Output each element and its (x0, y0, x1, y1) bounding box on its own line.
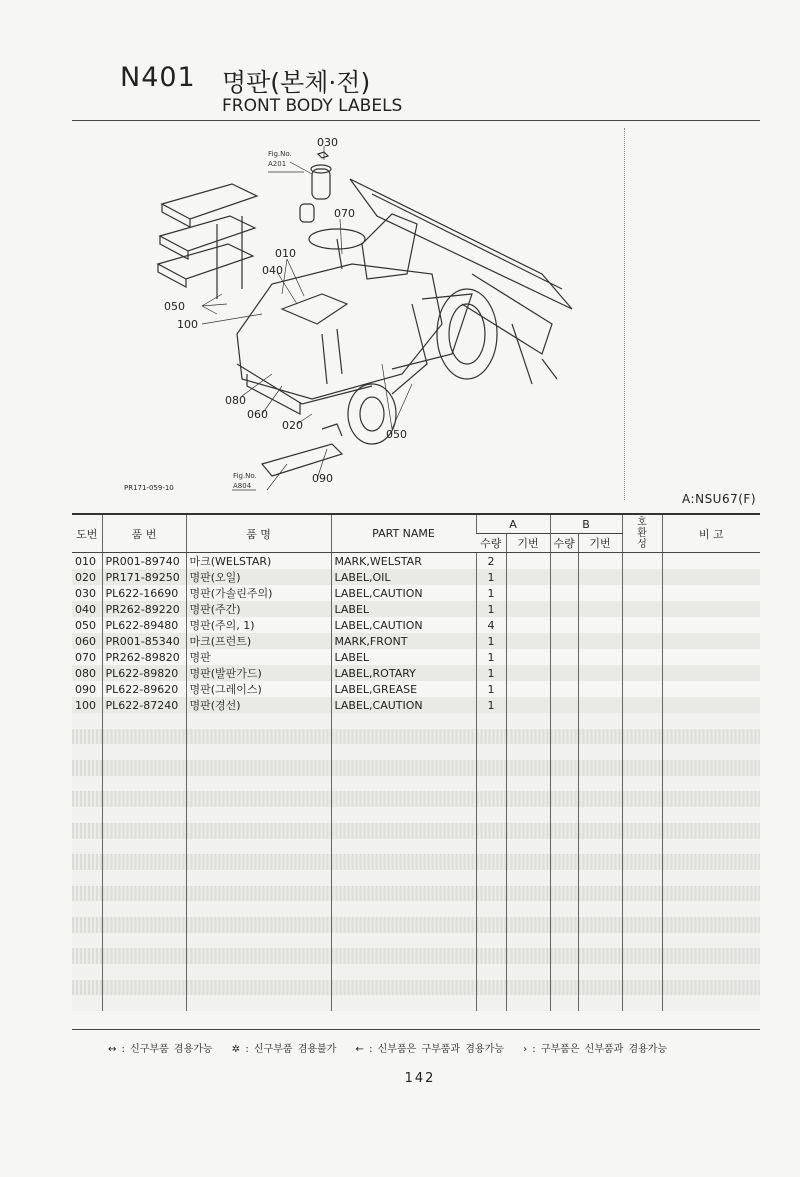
seedling-trays (158, 184, 257, 299)
header-part-no: 품 번 (102, 514, 186, 553)
table-row-empty (72, 917, 760, 933)
callout-060: 060 (247, 408, 268, 421)
table-row-empty (72, 744, 760, 760)
callout-050: 050 (164, 300, 185, 313)
legend-item: ↔ : 신구부품 겸용가능 (108, 1044, 213, 1055)
table-row: 070 PR262-89820 명판 LABEL 1 (72, 649, 760, 665)
table-row-empty (72, 760, 760, 776)
table-row-empty (72, 839, 760, 855)
legend-item: ✲ : 신구부품 겸용불가 (231, 1044, 337, 1055)
table-row: 060 PR001-85340 마크(프런트) MARK,FRONT 1 (72, 633, 760, 649)
table-row-empty (72, 807, 760, 823)
page-title-english: FRONT BODY LABELS (222, 96, 403, 116)
figure-code: PR171-059-10 (124, 484, 174, 492)
planter-unit (350, 179, 572, 384)
table-row-empty (72, 901, 760, 917)
fig-a201-number: A201 (268, 160, 287, 168)
header-a-base: 기번 (506, 534, 550, 553)
table-row-empty (72, 823, 760, 839)
page-number: 142 (404, 1071, 436, 1086)
header-ref: 도번 (72, 514, 102, 553)
fig-a804-label: Fig.No. (233, 472, 257, 480)
callout-100: 100 (177, 318, 198, 331)
table-row-empty (72, 870, 760, 886)
table-row-empty (72, 713, 760, 729)
table-row-empty (72, 886, 760, 902)
table-row-empty (72, 729, 760, 745)
parts-diagram (72, 124, 622, 504)
header-a-qty: 수량 (476, 534, 506, 553)
header-a: A (476, 514, 550, 534)
table-row-empty (72, 933, 760, 949)
table-row-empty (72, 791, 760, 807)
header-b: B (550, 514, 622, 534)
callout-020: 020 (282, 419, 303, 432)
table-row: 020 PR171-89250 명판(오일) LABEL,OIL 1 (72, 569, 760, 585)
callout-090: 090 (312, 472, 333, 485)
gas-cap-part (300, 152, 331, 222)
fig-a201-label: Fig.No. (268, 150, 292, 158)
table-row: 010 PR001-89740 마크(WELSTAR) MARK,WELSTAR 2 (72, 553, 760, 570)
callout-010: 010 (275, 247, 296, 260)
table-row-empty (72, 995, 760, 1011)
parts-table (72, 513, 760, 1011)
legend-item: ← : 신부품은 구부품과 겸용가능 (355, 1044, 504, 1055)
table-row-empty (72, 964, 760, 980)
callout-040: 040 (262, 264, 283, 277)
page-code: N401 (120, 62, 196, 93)
callout-070: 070 (334, 207, 355, 220)
table-row: 080 PL622-89820 명판(발판가드) LABEL,ROTARY 1 (72, 665, 760, 681)
table-row: 030 PL622-16690 명판(가솔린주의) LABEL,CAUTION 1 (72, 585, 760, 601)
compatibility-legend (108, 1040, 681, 1055)
header-name-kr: 품 명 (186, 514, 331, 553)
table-row-empty (72, 854, 760, 870)
table-row: 090 PL622-89620 명판(그레이스) LABEL,GREASE 1 (72, 681, 760, 697)
table-row-empty (72, 776, 760, 792)
table-row-empty (72, 948, 760, 964)
header-interchange: 호환성 (622, 514, 662, 553)
model-label: A:NSU67(F) (682, 492, 756, 506)
table-row-empty (72, 980, 760, 996)
top-rule (72, 120, 760, 121)
header-b-qty: 수량 (550, 534, 578, 553)
header-remarks: 비 고 (662, 514, 760, 553)
table-row: 050 PL622-89480 명판(주의, 1) LABEL,CAUTION 4 (72, 617, 760, 633)
header-part-name: PART NAME (331, 514, 476, 553)
fig-a804-number: A804 (233, 482, 252, 490)
header-b-base: 기번 (578, 534, 622, 553)
bottom-rule (72, 1029, 760, 1030)
callout-030: 030 (317, 136, 338, 149)
table-row: 100 PL622-87240 명판(경선) LABEL,CAUTION 1 (72, 697, 760, 713)
dotted-divider (624, 128, 625, 500)
callout-080: 080 (225, 394, 246, 407)
legend-item: › : 구부품은 신부품과 겸용가능 (523, 1044, 668, 1055)
page-title-korean: 명판(본체·전) (222, 68, 371, 97)
callout-050b: 050 (386, 428, 407, 441)
table-row: 040 PR262-89220 명판(주간) LABEL 1 (72, 601, 760, 617)
